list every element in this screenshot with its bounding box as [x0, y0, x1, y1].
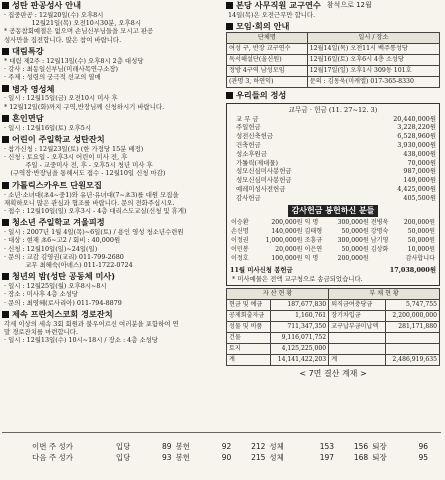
notice-line: · 집중판공 : 12월20일(수) 오후8시: [4, 11, 104, 19]
stats-cell: 96: [418, 441, 428, 451]
notice-advent-lecture: [2, 46, 220, 82]
contributor-row: [230, 237, 436, 246]
table-cell: 2,200,000,000: [385, 310, 439, 321]
section-bullet-icon: [2, 273, 9, 280]
table-cell: 14,141,422,203: [270, 354, 328, 365]
stats-cell: 봉헌: [175, 452, 191, 462]
offering-label: 성전신축헌금: [236, 132, 274, 141]
offering-amount: 405,500원: [403, 193, 436, 202]
left-column: [2, 0, 220, 346]
meeting-schedule: [226, 21, 440, 88]
offering-item: [230, 123, 436, 132]
section-bullet-icon: [2, 182, 9, 189]
notice-christmas-confession: [2, 0, 220, 44]
contributor-name: 김태형: [304, 228, 323, 236]
contributor-row: [230, 246, 436, 255]
section-note: 참석으로 12월: [326, 1, 372, 10]
contributor-amount: 200,000원: [271, 219, 303, 227]
contributor-amount: 200,000원: [337, 255, 369, 263]
offering-label: 성모신심미사봉헌금: [236, 167, 292, 176]
offering-label: 성소후원금: [236, 149, 267, 158]
stats-cell: 성체: [269, 452, 284, 462]
stats-cell: 153: [319, 441, 335, 451]
stats-cell: 퇴장: [372, 441, 387, 451]
notice-line: 12월21일(목) 오전10시30분, 오후8시: [4, 19, 142, 28]
table-cell: [329, 332, 386, 343]
contributor-name: 손신명: [231, 228, 249, 236]
stats-cell: 입당: [115, 441, 131, 451]
table-cell: 현금 및 예금: [227, 299, 271, 310]
contributor-row: [230, 228, 436, 237]
contributor-row: [230, 219, 436, 228]
offering-label: 감사헌금: [236, 193, 261, 202]
offering-item: [230, 132, 436, 141]
contributor-name: 이은연: [304, 246, 323, 254]
offering-amount: 70,000원: [407, 158, 436, 167]
section-bullet-icon: [226, 2, 233, 9]
table-row: [227, 343, 440, 354]
notice-line: 14일(목)은 오전근무만 합니다.: [228, 11, 316, 19]
contributor-amount: 300,000원: [337, 237, 369, 245]
table-cell: 4,125,225,000: [270, 343, 328, 354]
notice-line: · 일시 : 12월13일(수) 10시~18시 / 장소 : 4층 소성당: [4, 336, 158, 345]
contributor-name: 전병욱: [370, 219, 389, 227]
contributor-amount: 50,000원: [407, 237, 435, 245]
contributor-name: 익 명: [304, 255, 319, 263]
contributor-name: 이정호: [231, 255, 249, 263]
table-cell: 계: [227, 354, 271, 365]
notice-line: · 일시 : 12월25일(월) 오후8시~8시: [4, 282, 107, 291]
table-cell: 9,116,071,752: [270, 332, 328, 343]
table-row: [227, 310, 440, 321]
contributor-name: 이승환: [231, 219, 249, 227]
table-cell: 정방 4구역 남성모임: [227, 66, 308, 77]
offerings-box: [226, 103, 440, 286]
table-cell: 문의 : 김동욱(미캐엘) 017-365-8330: [307, 77, 439, 88]
section-title: 청년의 밤(성탄 공동체 미사): [12, 271, 116, 282]
section-title: 대림특강: [12, 46, 44, 56]
section-title: 성탄 판공성사 안내: [12, 0, 81, 11]
notice-line: · 대상 : 현재 초6~고2 / 회비 : 40,000원: [4, 236, 121, 245]
notice-line: 주일 - 교중미사 전, 후 - 오후5시 청년 미사 후: [4, 161, 153, 170]
section-title: 모임·회의 안내: [236, 21, 290, 32]
offering-item: [230, 176, 436, 185]
section-bullet-icon: [2, 311, 9, 318]
stats-cell: 92: [221, 441, 232, 451]
table-cell: 5,747,755: [385, 299, 439, 310]
contributor-amount: 50,000원: [341, 246, 369, 254]
table-cell: 장기차입금: [329, 310, 386, 321]
offering-item: [230, 150, 436, 159]
table-row: [227, 321, 440, 332]
stats-cell: 197: [319, 452, 335, 462]
offering-item: [230, 194, 436, 203]
section-bullet-icon: [2, 85, 9, 92]
table-row: [227, 354, 440, 365]
table-row: [227, 44, 440, 55]
section-title: 혼인면담: [12, 112, 44, 123]
section-bullet-icon: [2, 136, 9, 143]
notice-line: 성사만을 집전합니다. 많은 참여 바랍니다.: [4, 35, 122, 44]
table-cell: 성물 및 비품: [227, 321, 271, 332]
mass-note: * 미사예물은 전액 교구청으로 송금되었습니다.: [232, 274, 363, 283]
offering-amount: 3,930,000원: [397, 141, 436, 150]
mass-total-label: 11월 미사신청 봉헌금: [230, 265, 293, 274]
notice-elder-party: [2, 309, 220, 345]
table-cell: 12월16일(토) 오후6시 4층 소성당: [307, 55, 439, 66]
notice-line: · 일시 : 12월15일(금) 오전10시 미사 후: [4, 94, 118, 103]
offering-label: 주일헌금: [236, 123, 261, 132]
notice-sick-communion: [2, 83, 220, 110]
stats-cell: 156: [353, 441, 369, 451]
stats-cell: 89: [162, 441, 172, 451]
offering-label: 예레미성사전헌금: [236, 185, 286, 193]
section-title: 청소년 주일학교 겨울피정: [12, 217, 105, 228]
contributor-name: 익 명: [304, 219, 319, 227]
mass-total-value: 17,038,000원: [389, 265, 436, 274]
stats-cell: 212: [251, 441, 266, 451]
notice-staff-training: [226, 0, 440, 19]
notice-line: (구역장·반장님을 통해서도 접수 - 12월10일 신청 마감): [4, 169, 166, 178]
table-cell: 12월17일(일) 오후1시 309동 101호: [307, 66, 439, 77]
notice-line: · 주제 : 성령의 궁극적 선교의 열매: [4, 73, 101, 82]
contributor-amount: 50,000원: [341, 228, 369, 236]
notice-line: · 접수 : 12월10일(일) 오후3시 - 4층 대리스도교실(신청 및 휴게): [4, 207, 187, 215]
section-title: 어린이 주일학교 성탄잔치: [12, 134, 105, 145]
divider: [2, 432, 441, 433]
section-bullet-icon: [2, 48, 9, 55]
notice-line: 말 경로잔치를 마련합니다.: [4, 327, 79, 336]
offering-label: 가톨릭(제대물): [236, 158, 279, 167]
table-cell: 711,347,350: [270, 321, 328, 332]
contributor-name: 강명숙: [370, 228, 389, 236]
offering-label: 교 무 금: [236, 114, 259, 123]
offerings-period: 교무금 · 헌금 (11. 27~12. 3): [288, 106, 378, 115]
stats-row: [30, 452, 430, 463]
hymn-stats-table: [30, 441, 430, 463]
offering-amount: 3,228,220원: [397, 123, 436, 132]
notice-line: 각세 이상의 세속 3회 회원과 불우어르신 여러분을 포함하여 연: [4, 319, 179, 328]
notice-line: · 문의 : 교감 김영권(교리) 011-799-2680: [4, 252, 124, 261]
offering-amount: 987,000원: [403, 167, 436, 176]
table-cell: 토지: [227, 343, 271, 354]
stats-cell: 다음 주 성가: [32, 452, 73, 462]
stats-cell: 입당: [115, 452, 131, 462]
stats-cell: 95: [418, 452, 428, 462]
offering-amount: 6,528,960원: [397, 132, 436, 141]
notice-line: 재획하오니 많은 관심과 협조를 바랍니다. 문의 전화주십시오.: [4, 198, 175, 207]
table-cell: (관명 3, 하연익): [227, 77, 308, 88]
section-title: 제속 프란치스코회 경로잔치: [12, 308, 113, 319]
stats-cell: 168: [353, 452, 369, 462]
section-title: 우리들의 정성: [236, 90, 287, 101]
notice-line: · 문의 : 최영혜(로사리아) 011-794-8879: [4, 298, 122, 307]
notice-line: · 소년·소녀대(초4~중1)와 유년·유녀대(7~초3)를 대원 모집을: [4, 190, 179, 199]
mass-total: [230, 266, 436, 275]
stats-cell: 215: [251, 452, 266, 462]
table-cell: [329, 343, 386, 354]
offering-label: 건축헌금: [236, 141, 261, 150]
section-title: 가톨릭스카우트 단원모집: [12, 179, 102, 190]
table-row: [227, 55, 440, 66]
table-cell: 12월14일(목) 오전11시 백주통성당: [307, 44, 439, 55]
table-cell: [385, 332, 439, 343]
notice-line: * 12월12일(화)까지 구역,반장님께 신청하시기 바랍니다.: [4, 102, 165, 111]
notice-line: · 장소 : 미사후 4층 소성당: [4, 290, 78, 299]
section-bullet-icon: [226, 23, 233, 30]
notice-line: · 신청 : 12월10일(일)~24일(일): [4, 244, 98, 253]
thanks-header: 감사헌금 봉헌하신 분들: [288, 205, 379, 217]
contributor-name: 이민봉: [231, 246, 249, 254]
contributor-name: 남기영: [370, 237, 389, 245]
notice-marriage-interview: [2, 113, 220, 132]
table-row: [227, 332, 440, 343]
table-cell: 공제회출자금: [227, 310, 271, 321]
contributor-amount: 200,000원: [403, 219, 435, 227]
offering-item: [230, 167, 436, 176]
section-bullet-icon: [2, 219, 9, 226]
stats-cell: 봉헌: [175, 441, 191, 451]
table-row: [227, 299, 440, 310]
offering-amount: 20,440,000원: [393, 114, 436, 123]
table-cell: 1,160,761: [270, 310, 328, 321]
stats-cell: 퇴장: [372, 452, 387, 462]
section-bullet-icon: [2, 2, 9, 9]
notice-line: · 참가신청 : 12월23일(토) (한 가정당 15분 배정): [4, 144, 144, 153]
offering-amount: 438,000원: [403, 149, 436, 158]
table-cell: 2,486,919,635: [385, 354, 439, 365]
table-cell: 281,171,880: [385, 321, 439, 332]
table-cell: 퇴직금여충당금: [329, 299, 386, 310]
table-header: 단체명: [227, 33, 308, 44]
contributor-name: 김상화: [370, 246, 389, 254]
offering-item: [230, 185, 436, 194]
table-cell: [385, 343, 439, 354]
contributor-amount: 50,000원: [407, 228, 435, 236]
contributor-name: 조흥규: [304, 237, 323, 245]
section-title: 병자 영성체: [12, 83, 55, 94]
notice-line: * 공동참회예절은 없으며 손님신부님들을 모시고 판공: [4, 27, 154, 36]
offering-label: 성모신심미사봉헌금: [236, 176, 292, 185]
contributor-amount: 감사합니다: [405, 255, 435, 263]
table-cell: 건물: [227, 332, 271, 343]
contributor-amount: 300,000원: [337, 219, 369, 227]
table-cell: 계: [329, 354, 386, 365]
notice-line: · 일시 : 12월16일(토) 오후5시: [4, 123, 92, 132]
assets-table: [226, 288, 440, 366]
contributor-name: [370, 255, 395, 264]
contributors-table: [230, 219, 436, 264]
right-column: [226, 0, 440, 381]
offering-amount: 4,425,000원: [397, 185, 436, 193]
settlement-note: < 7면 결산 계재 >: [299, 368, 367, 378]
section-title: 본당 사무직원 교구연수: [236, 0, 321, 11]
contributor-amount: 20,000원: [275, 246, 303, 254]
notice-line: · 일시 : 2007년 1월 4일(목)~6일(토) / 용인 영성 청소년수련원: [4, 228, 184, 237]
stats-cell: 성체: [269, 441, 284, 451]
table-header: 자 산 현 황: [227, 288, 329, 299]
offering-item: [230, 141, 436, 150]
contributor-amount: 10,000원: [407, 246, 435, 254]
notice-line: · 신청 : 토요일 - 오후3시 어린이 미사 전, 후: [4, 153, 128, 162]
table-header: 부 채 현 황: [329, 288, 440, 299]
meeting-table: [226, 32, 440, 88]
notice-line: * 대림 제2주 : 12월13일(수) 오후8시 2층 대성당: [4, 56, 144, 65]
table-cell: 187,677,830: [270, 299, 328, 310]
notice-scout-recruit: [2, 180, 220, 216]
table-row: [227, 66, 440, 77]
contributor-name: 이정권: [231, 237, 249, 245]
stats-row: [30, 441, 430, 452]
notice-line: 교무 최혜숙(아녜스) 011-1722-0724: [4, 260, 133, 269]
section-bullet-icon: [226, 92, 233, 99]
offerings-section: [226, 90, 440, 286]
notice-children-christmas: [2, 134, 220, 178]
contributor-amount: 100,000원: [271, 255, 303, 263]
table-row: [227, 77, 440, 88]
table-header: 일시 / 장소: [307, 33, 439, 44]
contributor-amount: 1,000,000원: [265, 237, 303, 245]
notice-young-adult-night: [2, 271, 220, 307]
stats-cell: 93: [162, 452, 172, 462]
offering-amount: 149,000원: [403, 176, 436, 185]
table-cell: 독서해설단(울신원): [227, 55, 308, 66]
stats-cell: 이번 주 성가: [32, 441, 73, 451]
notice-line: · 강사 : 최동일신부님(미래사목연구소장): [4, 64, 119, 73]
notice-youth-retreat: [2, 217, 220, 269]
table-cell: 교구납부금미납액: [329, 321, 386, 332]
table-cell: 여성 구, 반장 교구연수: [227, 44, 308, 55]
section-bullet-icon: [2, 115, 9, 122]
contributor-row: [230, 255, 436, 264]
contributor-amount: 140,000원: [271, 228, 303, 236]
stats-cell: 90: [221, 452, 232, 462]
financial-statement: [226, 288, 440, 379]
